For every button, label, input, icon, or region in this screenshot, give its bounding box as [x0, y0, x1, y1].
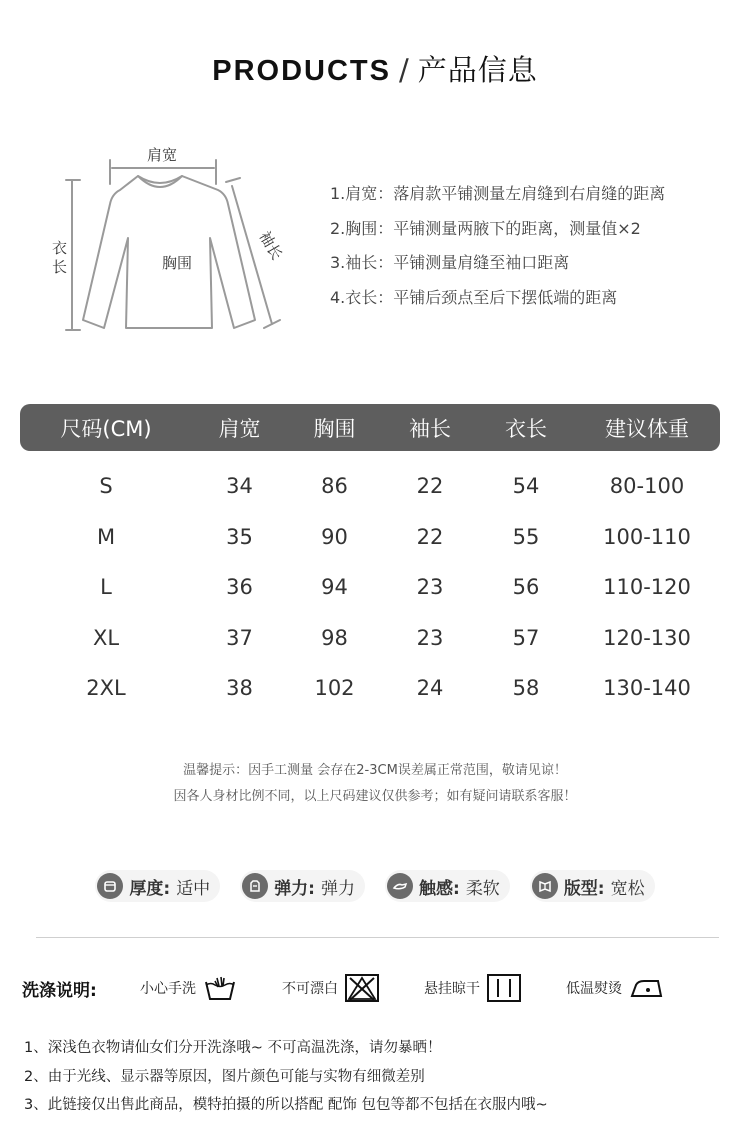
property-fit — [530, 870, 655, 902]
cell-sleeve: 23 — [416, 575, 444, 600]
header-sleeve: 袖长 — [409, 416, 451, 441]
cell-chest: 86 — [321, 474, 348, 499]
stretch-icon — [242, 873, 268, 899]
label-length-1: 衣 — [52, 239, 68, 257]
note-item: 2.胸围：平铺测量两腋下的距离，测量值×2 — [330, 218, 641, 238]
wash-item — [140, 973, 238, 1003]
cell-size: S — [99, 474, 113, 499]
property-key: 厚度: — [129, 878, 171, 899]
title-separator: / — [398, 53, 410, 87]
cell-sleeve: 22 — [416, 474, 444, 499]
cell-chest: 90 — [321, 524, 348, 549]
header-chest: 胸围 — [313, 416, 356, 441]
property-value: 柔软 — [465, 878, 500, 899]
cell-length: 57 — [512, 625, 540, 650]
cut-icon — [532, 873, 558, 899]
label-shoulder: 肩宽 — [147, 146, 178, 164]
property-value: 弹力 — [321, 878, 355, 899]
cell-sleeve: 22 — [416, 524, 444, 549]
cell-size: 2XL — [86, 676, 126, 701]
cell-length: 54 — [512, 474, 540, 499]
label-sleeve: 袖长 — [255, 228, 287, 264]
wash-item — [282, 973, 380, 1003]
page-title — [0, 48, 750, 89]
property-stretch — [240, 870, 365, 902]
wash-instructions — [22, 968, 732, 1008]
low-iron-icon — [628, 973, 664, 1003]
note-item: 3.袖长：平铺测量肩缝至袖口距离 — [330, 253, 570, 272]
cell-weight: 80-100 — [609, 474, 685, 499]
title-zh: 产品信息 — [417, 53, 538, 87]
label-chest: 胸围 — [162, 254, 193, 272]
tip-line: 温馨提示：因手工测量 会存在2-3CM误差属正常范围，敬请见谅！ — [183, 763, 567, 778]
table-row — [20, 461, 720, 512]
property-value: 适中 — [176, 878, 211, 899]
header-weight: 建议体重 — [605, 416, 689, 441]
wash-item — [424, 973, 522, 1003]
cell-length: 56 — [512, 575, 540, 600]
cell-weight: 100-110 — [603, 524, 691, 549]
touch-icon — [387, 873, 413, 899]
wash-text: 低温熨烫 — [566, 981, 622, 997]
cell-size: M — [96, 524, 116, 549]
wash-label: 洗涤说明: — [22, 980, 97, 1001]
property-thickness — [95, 870, 220, 902]
cell-chest: 102 — [314, 676, 355, 701]
sweater-outline — [83, 176, 255, 328]
property-key: 弹力: — [274, 878, 315, 899]
cell-weight: 120-130 — [603, 625, 691, 650]
fabric-icon — [97, 873, 123, 899]
wash-text: 小心手洗 — [140, 981, 196, 997]
header-size: 尺码(CM) — [60, 416, 152, 441]
measurement-notes — [330, 177, 665, 315]
table-row — [20, 512, 720, 563]
footer-line: 3、此链接仅出售此商品，模特拍摄的所以搭配 配饰 包包等都不包括在衣服内哦~ — [24, 1097, 548, 1113]
cell-shoulder: 36 — [226, 575, 253, 600]
property-touch — [385, 870, 510, 902]
header-length: 衣长 — [505, 416, 547, 441]
cell-sleeve: 24 — [416, 676, 444, 701]
header-shoulder: 肩宽 — [218, 416, 261, 441]
divider — [36, 937, 719, 938]
no-bleach-icon — [344, 973, 380, 1003]
note-item: 4.衣长：平铺后颈点至后下摆低端的距离 — [330, 287, 618, 307]
title-en: PRODUCTS — [212, 55, 391, 87]
table-header — [20, 404, 720, 451]
property-key: 触感: — [419, 878, 460, 899]
footer-notes — [24, 1034, 548, 1120]
tip-line: 因各人身材比例不同，以上尺码建议仅供参考；如有疑问请联系客服！ — [173, 789, 577, 804]
cell-chest: 98 — [321, 625, 348, 650]
fabric-properties — [0, 870, 750, 902]
table-row — [20, 613, 720, 664]
cell-weight: 110-120 — [603, 575, 691, 600]
cell-shoulder: 34 — [226, 474, 253, 499]
table-row — [20, 562, 720, 613]
cell-length: 55 — [512, 524, 540, 549]
cell-weight: 130-140 — [603, 676, 691, 701]
note-item: 1.肩宽：落肩款平铺测量左肩缝到右肩缝的距离 — [330, 184, 666, 203]
wash-item — [566, 973, 664, 1003]
footer-line: 1、深浅色衣物请仙女们分开洗涤哦~ 不可高温洗涤，请勿暴晒！ — [24, 1040, 442, 1056]
cell-shoulder: 35 — [226, 524, 253, 549]
cell-length: 58 — [512, 676, 540, 701]
wash-text: 不可漂白 — [282, 981, 338, 997]
cell-size: XL — [92, 625, 120, 650]
cell-shoulder: 38 — [226, 676, 253, 701]
size-table — [20, 404, 720, 714]
wash-text: 悬挂晾干 — [424, 981, 480, 997]
property-value: 宽松 — [610, 878, 645, 899]
cell-shoulder: 37 — [226, 625, 253, 650]
table-row — [20, 663, 720, 714]
footer-line: 2、由于光线、显示器等原因，图片颜色可能与实物有细微差别 — [24, 1068, 425, 1085]
hang-dry-icon — [486, 973, 522, 1003]
cell-size: L — [100, 575, 112, 600]
hand-wash-icon — [202, 973, 238, 1003]
property-key: 版型: — [563, 878, 605, 899]
label-length-2: 长 — [52, 258, 68, 276]
measurement-tips — [0, 758, 750, 810]
cell-chest: 94 — [321, 575, 348, 600]
cell-sleeve: 23 — [416, 625, 444, 650]
measurement-diagram — [40, 138, 300, 343]
